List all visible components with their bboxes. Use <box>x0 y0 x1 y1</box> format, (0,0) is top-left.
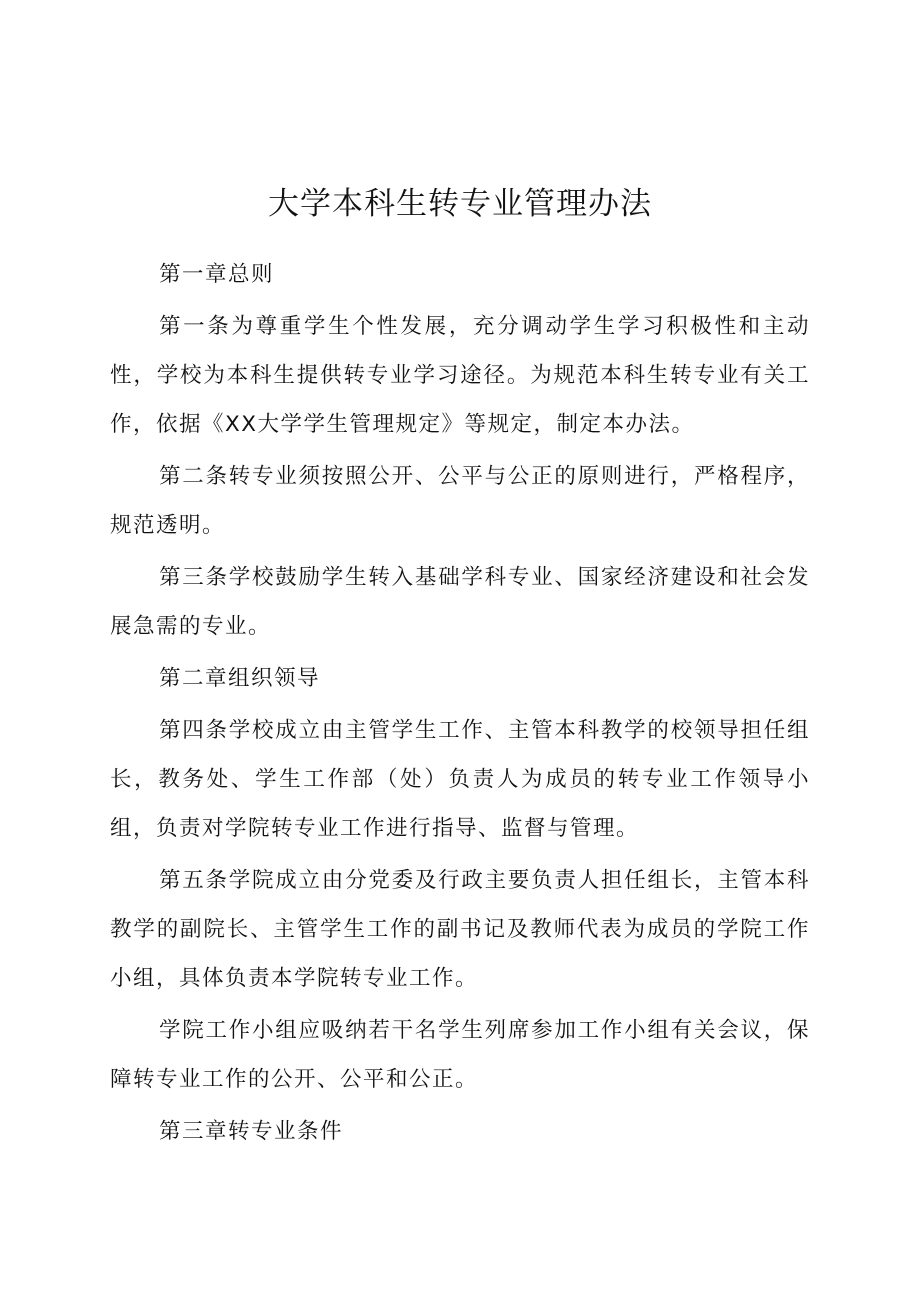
chapter-heading: 第三章转专业条件 <box>159 1119 344 1144</box>
article-paragraph: 第二条转专业须按照公开、公平与公正的原则进行，严格程序，规范透明。 <box>110 464 810 538</box>
document-title: 大学本科生转专业管理办法 <box>268 186 652 222</box>
article-paragraph: 第五条学院成立由分党委及行政主要负责人担任组长，主管本科教学的副院长、主管学生工作的副书记及教师代表为成员的学院工作小组，具体负责本学院转专业工作。 <box>110 868 810 991</box>
article-paragraph: 第一条为尊重学生个性发展，充分调动学生学习积极性和主动性，学校为本科生提供转专业学习途径。为规范本科生转专业有关工作，依据《XX大学学生管理规定》等规定，制定本办法。 <box>110 314 810 437</box>
article-paragraph: 学院工作小组应吸纳若干名学生列席参加工作小组有关会议，保障转专业工作的公开、公平和公正。 <box>110 1018 810 1092</box>
chapter-heading: 第二章组织领导 <box>159 666 321 691</box>
article-paragraph: 第三条学校鼓励学生转入基础学科专业、国家经济建设和社会发展急需的专业。 <box>110 565 810 639</box>
article-paragraph: 第四条学校成立由主管学生工作、主管本科教学的校领导担任组长，教务处、学生工作部（处）负责人为成员的转专业工作领导小组，负责对学院转专业工作进行指导、监督与管理。 <box>110 718 810 841</box>
chapter-heading: 第一章总则 <box>159 262 275 287</box>
document-body <box>110 250 810 1159</box>
